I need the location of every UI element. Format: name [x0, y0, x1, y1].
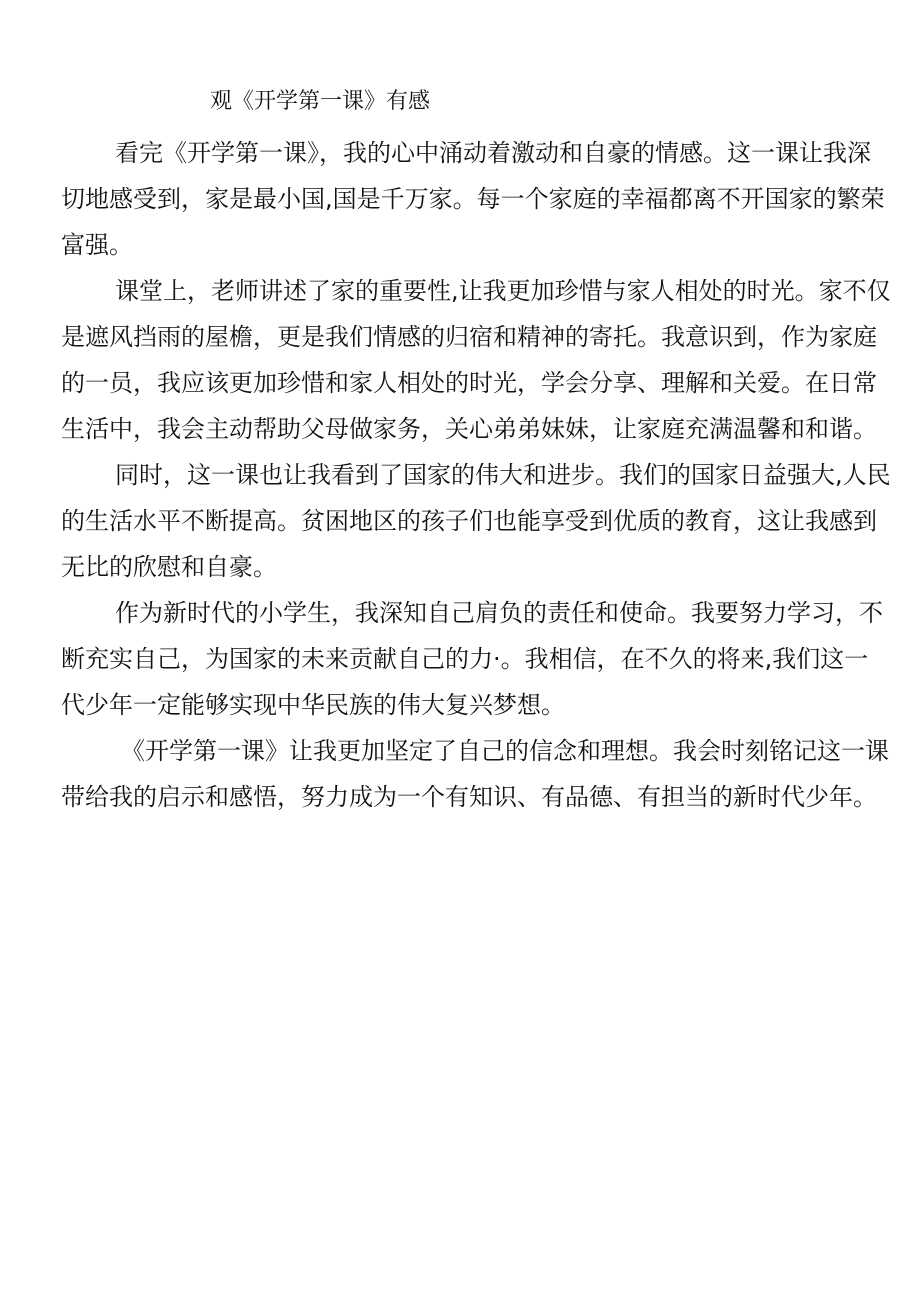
paragraph-1-line-2: 切地感受到，家是最小国,国是千万家。每一个家庭的幸福都离不开国家的繁荣 [61, 185, 885, 213]
paragraph-5-line-2: 带给我的启示和感悟，努力成为一个有知识、有品德、有担当的新时代少年。 [61, 783, 877, 811]
paragraph-3-line-3: 无比的欣慰和自豪。 [61, 553, 277, 581]
paragraph-4-line-2: 断充实自己，为国家的未来贡献自己的力·。我相信，在不久的将来,我们这一 [61, 645, 869, 673]
paragraph-2 [61, 268, 891, 452]
paragraph-2-line-1: 课堂上，老师讲述了家的重要性,让我更加珍惜与家人相处的时光。家不仅 [115, 277, 891, 305]
paragraph-2-line-4: 生活中，我会主动帮助父母做家务，关心弟弟妹妹，让家庭充满温馨和和谐。 [61, 415, 877, 443]
document-body [61, 130, 891, 820]
paragraph-2-line-2: 是遮风挡雨的屋檐，更是我们情感的归宿和精神的寄托。我意识到，作为家庭 [61, 323, 877, 351]
paragraph-1-line-3: 富强。 [61, 231, 133, 259]
paragraph-2-line-3: 的一员，我应该更加珍惜和家人相处的时光，学会分享、理解和关爱。在日常 [61, 369, 877, 397]
paragraph-3-line-2: 的生活水平不断提高。贫困地区的孩子们也能享受到优质的教育，这让我感到 [61, 507, 877, 535]
paragraph-4 [61, 590, 883, 728]
paragraph-1 [61, 130, 885, 268]
paragraph-4-line-1: 作为新时代的小学生，我深知自己肩负的责任和使命。我要努力学习，不 [115, 599, 883, 627]
paragraph-1-line-1: 看完《开学第一课》，我的心中涌动着激动和自豪的情感。这一课让我深 [115, 139, 871, 167]
paragraph-5 [61, 728, 889, 820]
paragraph-5-line-1: 《开学第一课》让我更加坚定了自己的信念和理想。我会时刻铭记这一课 [121, 737, 889, 765]
paragraph-3 [61, 452, 891, 590]
paragraph-4-line-3: 代少年一定能够实现中华民族的伟大复兴梦想。 [61, 691, 565, 719]
paragraph-3-line-1: 同时，这一课也让我看到了国家的伟大和进步。我们的国家日益强大,人民 [115, 461, 891, 489]
document-title: 观《开学第一课》有感 [210, 89, 431, 114]
